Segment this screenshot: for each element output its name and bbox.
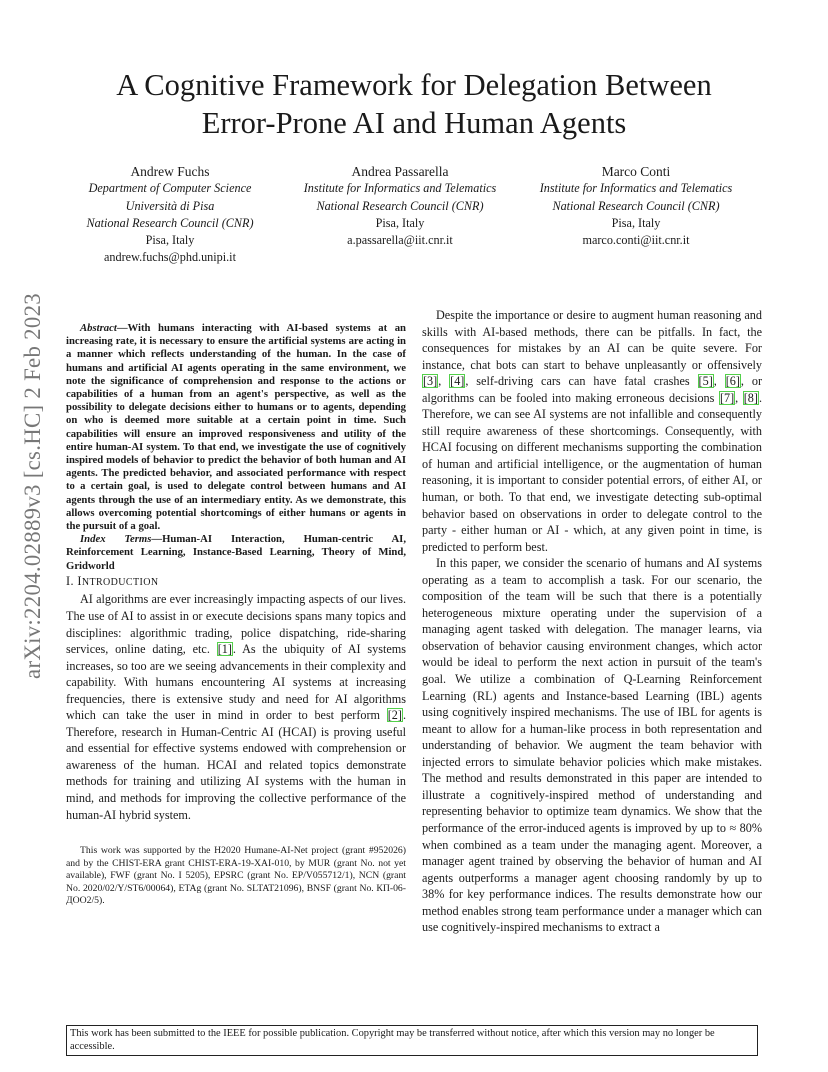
body-text: ,: [735, 390, 743, 405]
author-email[interactable]: marco.conti@iit.cnr.it: [582, 233, 690, 248]
citation-link[interactable]: [6]: [725, 374, 740, 389]
right-column: [422, 307, 762, 936]
citation-link[interactable]: [2]: [387, 708, 402, 723]
body-text: In this paper, we consider the scenario of humans and AI systems operating as a team to accomplish a task. For our scenario, the composition of the team will be such that there is a potentially heterogeneous mixture operating under the supervision of a managing agent tasked with delegation. The manager learns, via observation of behavior causing environment changes, which actor would be ideal to perform the next action in pursuit of the team's goal. We utilize a combination of Q-Learning Reinforcement Learning (RL) agents and Instance-based Learning (IBL) agents using cognitively inspired mechanisms. The use of IBL for agents is meant to allow for a human-like process in both representation and understanding of behavior. We augment the team behavior with injected errors to simulate behavior policies which make mistakes. The method and results demonstrated in this paper are intended to illustrate a cognitively-inspired method of understanding and representing behavior to optimize team dynamics. We show that the performance of the error-induced agents is improved by up to ≈ 80% when combined as a team under the managing agent. Moreover, a manager agent trained by observing the behavior of human and AI agents outperforms a manager agent choosing randomly by up to 38% for key performance indices. The results demonstrate how our method enables strong team performance under a manager which can use cognitively-inspired mechanisms to extract a: [422, 556, 762, 935]
author-3: [521, 163, 751, 249]
author-name: Andrew Fuchs: [130, 164, 210, 179]
index-terms-text: —Human-AI Interaction, Human-centric AI, Reinforcement Learning, Instance-Based Learning, Theory of Mind, Gridworld: [66, 533, 406, 572]
ieee-submission-notice: This work has been submitted to the IEEE for possible publication. Copyright may be transferred without notice, after which this version may no longer be accessible.: [66, 1025, 758, 1056]
author-department: Institute for Informatics and Telematics: [303, 181, 497, 196]
author-organization: National Research Council (CNR): [316, 198, 484, 213]
citation-link[interactable]: [1]: [217, 642, 232, 657]
author-university: Università di Pisa: [125, 198, 215, 213]
author-department: Institute for Informatics and Telematics: [539, 181, 733, 196]
author-1: [85, 163, 255, 267]
paper-title: [60, 66, 768, 142]
author-email[interactable]: andrew.fuchs@phd.unipi.it: [104, 250, 236, 265]
author-location: Pisa, Italy: [611, 215, 661, 230]
section-title-rest: NTRODUCTION: [81, 576, 159, 588]
body-text: . Therefore, research in Human-Centric AI (HCAI) is proving useful and essential for effective systems endowed with comprehension or awareness of the human. HCAI and related topics demonstrate methods for training and utilizing AI systems with the human in mind, and methods for improving the collective performance of the human-AI hybrid system.: [66, 708, 406, 822]
citation-link[interactable]: [8]: [743, 390, 758, 405]
author-email[interactable]: a.passarella@iit.cnr.it: [347, 233, 453, 248]
author-location: Pisa, Italy: [375, 215, 425, 230]
author-name: Andrea Passarella: [351, 164, 449, 179]
arxiv-identifier: arXiv:2204.02889v3 [cs.HC] 2 Feb 2023: [20, 293, 45, 679]
intro-paragraph-3: [422, 555, 762, 936]
abstract: [66, 322, 406, 533]
author-organization: National Research Council (CNR): [86, 215, 254, 230]
body-text: . Therefore, we can see AI systems are not infallible and consequently still require awareness of these shortcomings. Consequently, with HCAI focusing on different mechanisms supporting the combination of human and artificial intelligence, or the augmentation of human reasoning, it is important to consider potential errors, of either AI, or human, or both. To that end, we investigate detecting sub-optimal behavior based on observations in order to delegate control to the party - either human or AI - which, at any given point in time, is predicted to perform best.: [422, 390, 763, 554]
citation-link[interactable]: [5]: [698, 374, 713, 389]
title-line-1: A Cognitive Framework for Delegation Between: [116, 68, 712, 102]
intro-paragraph-2: [422, 307, 762, 555]
body-text: , or algorithms can be fooled into making erroneous decisions: [422, 374, 763, 405]
funding-footnote: This work was supported by the H2020 Humane-AI-Net project (grant #952026) and by the CHIST-ERA grant CHIST-ERA-19-XAI-010, by MUR (grant No. not yet available), FWF (grant No. I 5205), EPSRC (grant No. EP/V055712/1), NCN (grant No. 2020/02/Y/ST6/00064), ETAg (grant No. SLTAT21096), BNSF (grant No. КП-06-ДОО2/5).: [66, 845, 406, 907]
body-text: AI algorithms are ever increasingly impacting aspects of our lives. The use of AI to assist in or execute decisions spans many topics and disciplines: algorithmic trading, police dispatching, ride-sharing services, online dating, etc.: [66, 592, 406, 657]
body-text: , self-driving cars can have fatal crashes: [465, 374, 698, 389]
body-text: ,: [713, 374, 725, 389]
abstract-text: —With humans interacting with AI-based systems at an increasing rate, it is necessary to ensure the artificial systems are acting in a manner which reflects understanding of the human. In the case of humans and artificial AI agents operating in the same environment, we note the significance of comprehension and response to the actions or capabilities of a human from an agent's perspective, as well as the possibility to delegate decisions either to humans or to agents, depending on who is deemed more suitable at a certain point in time. Such capabilities will ensure an improved responsiveness and utility of the entire human-AI system. To that end, we investigate the use of cognitively inspired models of behavior to predict the behavior of both human and AI agents. The predicted behavior, and associated performance with respect to a certain goal, is used to delegate control between humans and AI agents through the use of an intermediary entity. As we demonstrate, this allows overcoming potential shortcomings of either humans or agents in the pursuit of a goal.: [66, 322, 406, 533]
citation-link[interactable]: [4]: [450, 374, 465, 389]
index-terms-label: Index Terms: [80, 533, 152, 546]
citation-link[interactable]: [3]: [423, 374, 438, 389]
body-text: ,: [438, 374, 450, 389]
index-terms: [66, 533, 406, 573]
body-text: Despite the importance or desire to augment human reasoning and skills with AI-based methods, there can be pitfalls. In fact, the consequences for mistakes by an AI can be quite severe. For instance, chat bots can start to behave unpleasantly or offensively: [422, 308, 762, 372]
title-line-2: Error-Prone AI and Human Agents: [201, 106, 627, 140]
arxiv-identifier-margin: [0, 0, 60, 1072]
author-location: Pisa, Italy: [145, 233, 195, 248]
author-2: [285, 163, 515, 249]
section-title-initial: I: [77, 573, 82, 588]
author-name: Marco Conti: [601, 164, 671, 179]
author-department: Department of Computer Science: [88, 181, 252, 196]
citation-link[interactable]: [7]: [719, 390, 735, 405]
section-heading-introduction: [66, 573, 406, 592]
author-organization: National Research Council (CNR): [552, 198, 720, 213]
left-column: [66, 322, 406, 908]
section-number: I.: [66, 573, 74, 588]
abstract-label: Abstract: [80, 322, 117, 334]
intro-paragraph-1: [66, 591, 406, 823]
body-text: . As the ubiquity of AI systems increases, so too are we seeing advancements in their complexity and capability. With humans encountering AI systems at increasing frequencies, there is extensive study and need for AI algorithms which can take the user in mind in order to best perform: [66, 642, 407, 723]
